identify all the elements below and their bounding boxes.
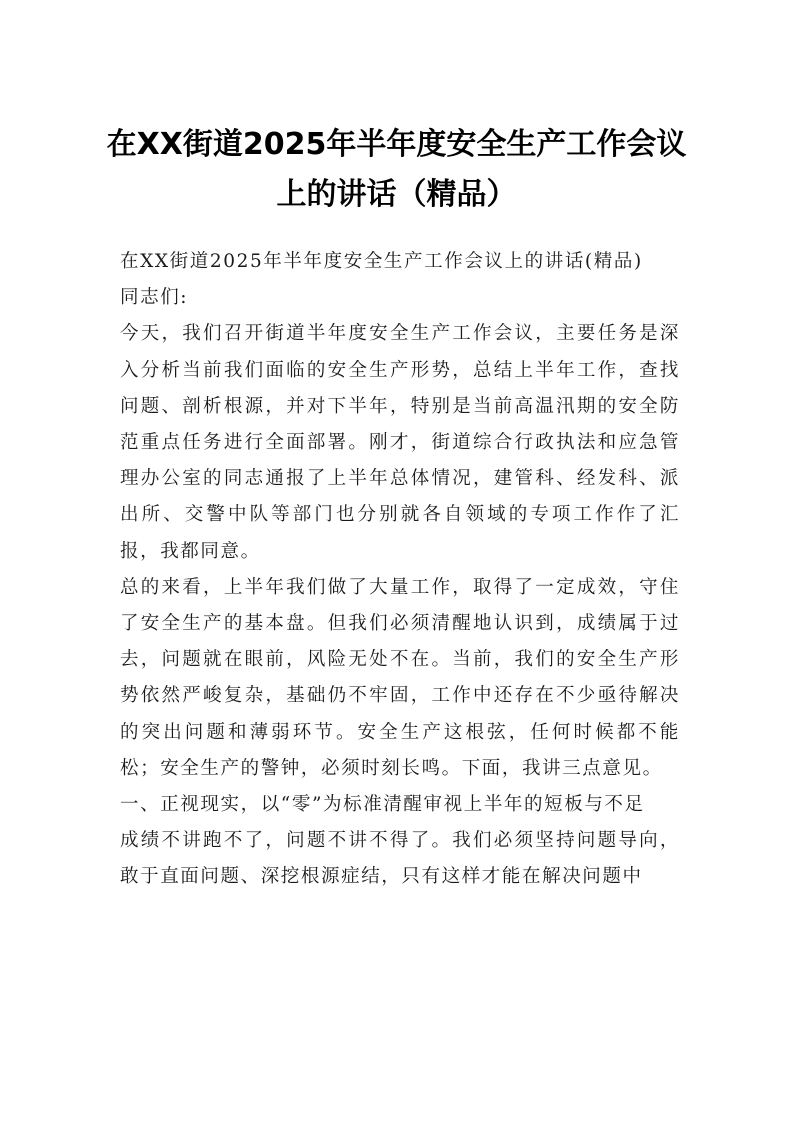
- paragraph-intro: 今天，我们召开街道半年度安全生产工作会议，主要任务是深入分析当前我们面临的安全生产形势，总结上半年工作，查找问题、剖析根源，并对下半年，特别是当前高温汛期的安全防范重点任务进行全面部署。刚才，街道综合行政执法和应急管理办公室的同志通报了上半年总体情况，建管科、经发科、派出所、交警中队等部门也分别就各自领域的专项工作作了汇报，我都同意。: [120, 323, 680, 562]
- document-title: [100, 120, 693, 220]
- title-line-2: 上的讲话（精品）: [276, 177, 517, 212]
- paragraph-salutation: 同志们:: [120, 287, 189, 309]
- paragraph-subtitle: 在XX街道2025年半年度安全生产工作会议上的讲话(精品): [120, 251, 643, 272]
- section-heading-1: 一、正视现实，以“零”为标准清醒审视上半年的短板与不足: [120, 794, 645, 816]
- paragraph-section-1: 成绩不讲跑不了，问题不讲不得了。我们必须坚持问题导向，敢于直面问题、深挖根源症结，只有这样才能在解决问题中: [120, 830, 680, 888]
- paragraph-overview: 总的来看，上半年我们做了大量工作，取得了一定成效，守住了安全生产的基本盘。但我们必须清醒地认识到，成绩属于过去，问题就在眼前，风险无处不在。当前，我们的安全生产形势依然严峻复杂，基础仍不牢固，工作中还存在不少亟待解决的突出问题和薄弱环节。安全生产这根弦，任何时候都不能松；安全生产的警钟，必须时刻长鸣。下面，我讲三点意见。: [120, 576, 680, 779]
- document-body: [120, 244, 680, 896]
- title-line-1: 在XX街道2025年半年度安全生产工作会议: [106, 127, 687, 162]
